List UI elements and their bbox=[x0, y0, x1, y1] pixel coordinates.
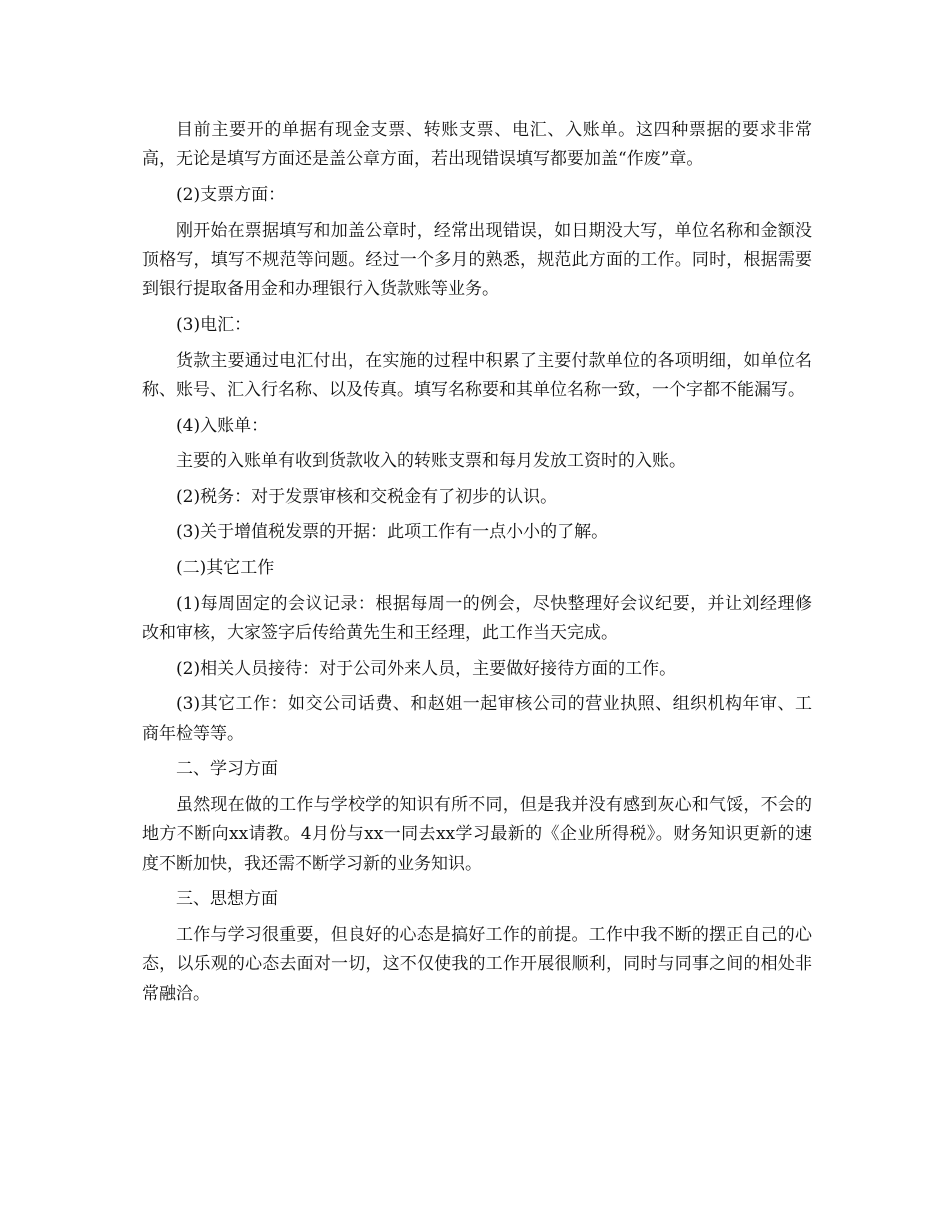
paragraph-tax: (2)税务：对于发票审核和交税金有了初步的认识。 bbox=[176, 486, 558, 507]
heading-mindset: 三、思想方面 bbox=[176, 889, 278, 910]
heading-wire-transfer: (3)电汇： bbox=[176, 315, 252, 335]
paragraph-other-tasks: (3)其它工作：如交公司话费、和赵姐一起审核公司的营业执照、组织机构年审、工商年检等等。 bbox=[142, 694, 812, 744]
paragraph-intro-bills: 目前主要开的单据有现金支票、转账支票、电汇、入账单。这四种票据的要求非常高，无论是填写方面还是盖公章方面，若出现错误填写都要加盖“作废”章。 bbox=[142, 120, 812, 170]
paragraph-learning: 虽然现在做的工作与学校学的知识有所不同，但是我并没有感到灰心和气馁，不会的地方不断向xx请教。4月份与xx一同去xx学习最新的《企业所得税》。财务知识更新的速度不断加快，我还需不断学习新的业务知识。 bbox=[142, 794, 812, 874]
heading-check: (2)支票方面： bbox=[176, 185, 286, 205]
paragraph-mindset: 工作与学习很重要，但良好的心态是搞好工作的前提。工作中我不断的摆正自己的心态，以乐观的心态去面对一切，这不仅使我的工作开展很顺利，同时与同事之间的相处非常融洽。 bbox=[142, 924, 812, 1004]
heading-other-work: (二)其它工作 bbox=[176, 557, 275, 578]
paragraph-check: 刚开始在票据填写和加盖公章时，经常出现错误，如日期没大写，单位名称和金额没顶格写，填写不规范等问题。经过一个多月的熟悉，规范此方面的工作。同时，根据需要到银行提取备用金和办理银行入货款账等业务。 bbox=[142, 220, 812, 300]
paragraph-meeting-notes: (1)每周固定的会议记录：根据每周一的例会，尽快整理好会议纪要，并让刘经理修改和审核，大家签字后传给黄先生和王经理，此工作当天完成。 bbox=[142, 593, 812, 643]
heading-learning: 二、学习方面 bbox=[176, 759, 278, 780]
paragraph-reception: (2)相关人员接待：对于公司外来人员，主要做好接待方面的工作。 bbox=[176, 658, 677, 679]
paragraph-vat-invoice: (3)关于增值税发票的开据：此项工作有一点小小的了解。 bbox=[176, 522, 609, 543]
document-body bbox=[142, 116, 812, 1015]
paragraph-deposit-slip: 主要的入账单有收到货款收入的转账支票和每月发放工资时的入账。 bbox=[176, 451, 686, 472]
heading-deposit-slip: (4)入账单： bbox=[176, 415, 269, 436]
paragraph-wire-transfer: 货款主要通过电汇付出，在实施的过程中积累了主要付款单位的各项明细，如单位名称、账号、汇入行名称、以及传真。填写名称要和其单位名称一致，一个字都不能漏写。 bbox=[142, 350, 812, 400]
